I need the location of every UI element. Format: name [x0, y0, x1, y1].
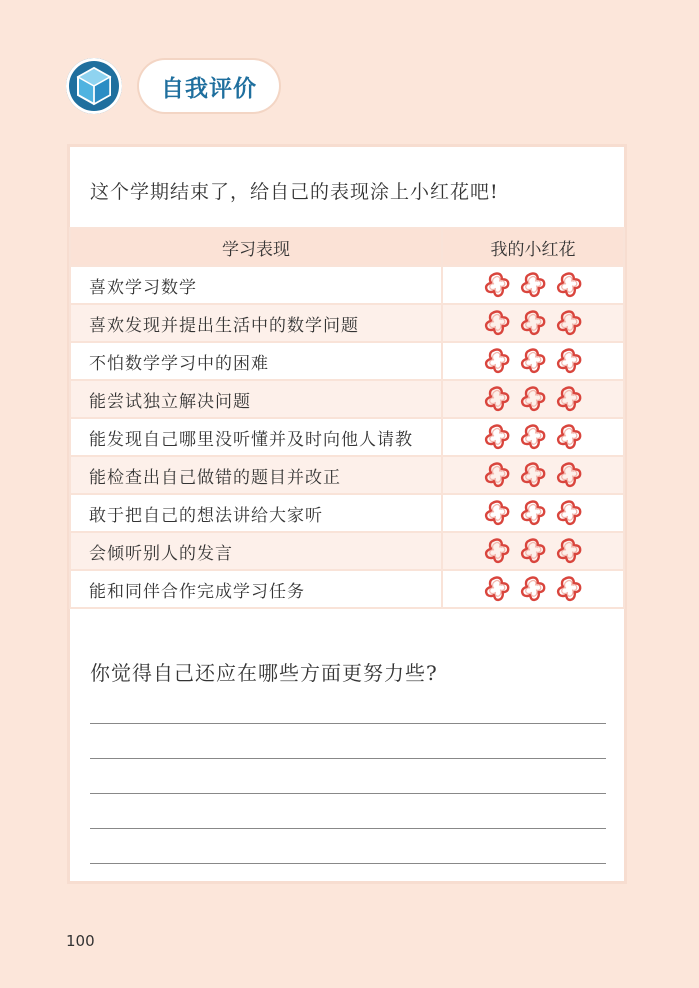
- self-evaluation-card: [67, 144, 627, 884]
- performance-item: 能尝试独立解决问题: [70, 380, 442, 418]
- table-row: [70, 380, 624, 418]
- flower-cell: [442, 266, 624, 304]
- flower-outline-icon[interactable]: [554, 536, 584, 566]
- flower-outline-icon[interactable]: [482, 384, 512, 414]
- answer-line[interactable]: [90, 723, 606, 724]
- reflection-question: 你觉得自己还应在哪些方面更努力些?: [90, 661, 438, 685]
- flower-outline-icon[interactable]: [554, 574, 584, 604]
- flower-outline-icon[interactable]: [554, 384, 584, 414]
- answer-line[interactable]: [90, 863, 606, 864]
- flower-outline-icon[interactable]: [482, 574, 512, 604]
- evaluation-table: [69, 227, 625, 609]
- performance-item: 喜欢发现并提出生活中的数学问题: [70, 304, 442, 342]
- flower-outline-icon[interactable]: [554, 422, 584, 452]
- flower-cell: [442, 532, 624, 570]
- performance-item: 能检查出自己做错的题目并改正: [70, 456, 442, 494]
- flower-cell: [442, 456, 624, 494]
- flower-cell: [442, 494, 624, 532]
- flower-outline-icon[interactable]: [518, 308, 548, 338]
- flower-outline-icon[interactable]: [518, 384, 548, 414]
- answer-line[interactable]: [90, 758, 606, 759]
- answer-line[interactable]: [90, 828, 606, 829]
- performance-item: 不怕数学学习中的困难: [70, 342, 442, 380]
- flower-outline-icon[interactable]: [482, 498, 512, 528]
- column-header-flowers: 我的小红花: [442, 228, 624, 266]
- flower-cell: [442, 380, 624, 418]
- performance-item: 喜欢学习数学: [70, 266, 442, 304]
- performance-item: 会倾听别人的发言: [70, 532, 442, 570]
- table-row: [70, 456, 624, 494]
- flower-outline-icon[interactable]: [554, 346, 584, 376]
- flower-outline-icon[interactable]: [554, 498, 584, 528]
- cube-logo-icon: [66, 58, 122, 114]
- flower-outline-icon[interactable]: [518, 460, 548, 490]
- flower-outline-icon[interactable]: [554, 270, 584, 300]
- performance-item: 敢于把自己的想法讲给大家听: [70, 494, 442, 532]
- table-row: [70, 418, 624, 456]
- answer-line[interactable]: [90, 793, 606, 794]
- flower-cell: [442, 342, 624, 380]
- flower-outline-icon[interactable]: [482, 346, 512, 376]
- table-row: [70, 266, 624, 304]
- table-row: [70, 570, 624, 608]
- flower-outline-icon[interactable]: [518, 346, 548, 376]
- flower-outline-icon[interactable]: [518, 422, 548, 452]
- flower-outline-icon[interactable]: [554, 308, 584, 338]
- flower-cell: [442, 304, 624, 342]
- flower-outline-icon[interactable]: [482, 422, 512, 452]
- flower-outline-icon[interactable]: [518, 536, 548, 566]
- page-number: 100: [66, 932, 95, 950]
- flower-outline-icon[interactable]: [482, 308, 512, 338]
- table-row: [70, 494, 624, 532]
- flower-outline-icon[interactable]: [518, 574, 548, 604]
- flower-outline-icon[interactable]: [482, 536, 512, 566]
- table-row: [70, 304, 624, 342]
- flower-cell: [442, 570, 624, 608]
- intro-text: 这个学期结束了，给自己的表现涂上小红花吧!: [90, 181, 499, 203]
- flower-outline-icon[interactable]: [482, 460, 512, 490]
- performance-item: 能和同伴合作完成学习任务: [70, 570, 442, 608]
- table-row: [70, 342, 624, 380]
- flower-outline-icon[interactable]: [554, 460, 584, 490]
- column-header-performance: 学习表现: [70, 228, 442, 266]
- flower-outline-icon[interactable]: [482, 270, 512, 300]
- table-row: [70, 532, 624, 570]
- performance-item: 能发现自己哪里没听懂并及时向他人请教: [70, 418, 442, 456]
- page-title: 自我评价: [139, 60, 279, 112]
- flower-cell: [442, 418, 624, 456]
- flower-outline-icon[interactable]: [518, 498, 548, 528]
- flower-outline-icon[interactable]: [518, 270, 548, 300]
